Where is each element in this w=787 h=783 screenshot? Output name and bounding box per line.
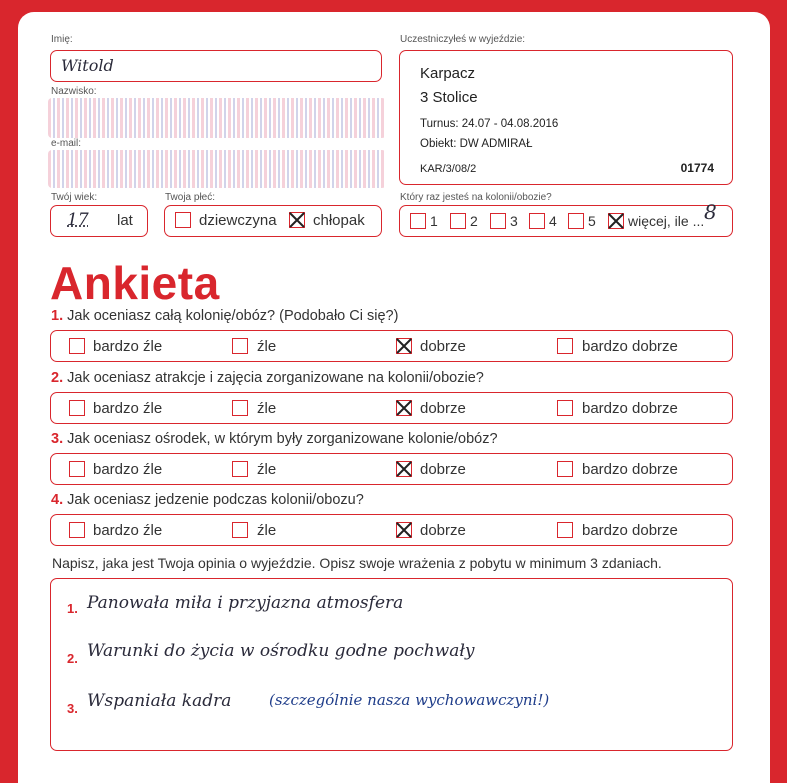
- gender-label: Twoja płeć:: [165, 192, 216, 203]
- age-field[interactable]: [50, 205, 148, 237]
- q2-zle-label: źle: [257, 400, 277, 417]
- q4-zle-label: źle: [257, 522, 277, 539]
- opinion-line-2-text: Warunki do życia w ośrodku godne pochwały: [87, 641, 475, 661]
- trip-box: [399, 50, 733, 185]
- q4-bardzo-zle-label: bardzo źle: [93, 522, 163, 539]
- q1-dobrze-checkbox[interactable]: [396, 338, 412, 354]
- times-2-label: 2: [470, 213, 478, 229]
- gender-girl-label: dziewczyna: [199, 212, 277, 229]
- q4-dobrze-checkbox[interactable]: [396, 522, 412, 538]
- q4-bardzo-dobrze-checkbox[interactable]: [557, 522, 573, 538]
- q4-dobrze-label: dobrze: [420, 522, 466, 539]
- age-label: Twój wiek:: [51, 192, 98, 203]
- times-2-checkbox[interactable]: [450, 213, 466, 229]
- q1-bardzo-dobrze-checkbox[interactable]: [557, 338, 573, 354]
- q3-bardzo-dobrze-label: bardzo dobrze: [582, 461, 678, 478]
- gender-boy-checkbox[interactable]: [289, 212, 305, 228]
- q1-zle-label: źle: [257, 338, 277, 355]
- gender-girl-checkbox[interactable]: [175, 212, 191, 228]
- times-1-label: 1: [430, 213, 438, 229]
- surname-redacted: [48, 98, 386, 138]
- trip-place: Karpacz: [420, 65, 476, 82]
- q4-bardzo-zle-checkbox[interactable]: [69, 522, 85, 538]
- q2-bardzo-dobrze-checkbox[interactable]: [557, 400, 573, 416]
- q2-bardzo-zle-label: bardzo źle: [93, 400, 163, 417]
- q1-bardzo-zle-checkbox[interactable]: [69, 338, 85, 354]
- q2-zle-checkbox[interactable]: [232, 400, 248, 416]
- opinion-line-3-extra: (szczególnie nasza wychowawczyni!): [269, 691, 550, 709]
- q1-bardzo-zle-label: bardzo źle: [93, 338, 163, 355]
- question-1-title: 1. Jak oceniasz całą kolonię/obóz? (Podobało Ci się?): [51, 308, 399, 324]
- q2-bardzo-dobrze-label: bardzo dobrze: [582, 400, 678, 417]
- opinion-box[interactable]: [50, 578, 733, 751]
- question-3-title: 3. Jak oceniasz ośrodek, w którym były zorganizowane kolonie/obóz?: [51, 431, 498, 447]
- trip-code: KAR/3/08/2: [420, 163, 477, 175]
- opinion-line-1-num: 1.: [67, 601, 78, 616]
- surname-label: Nazwisko:: [51, 86, 97, 97]
- question-2-title: 2. Jak oceniasz atrakcje i zajęcia zorganizowane na kolonii/obozie?: [51, 370, 484, 386]
- name-field[interactable]: [50, 50, 382, 82]
- name-label: Imię:: [51, 34, 73, 45]
- q3-zle-label: źle: [257, 461, 277, 478]
- age-value: 17: [67, 210, 89, 230]
- q3-zle-checkbox[interactable]: [232, 461, 248, 477]
- times-3-checkbox[interactable]: [490, 213, 506, 229]
- times-field: [399, 200, 733, 237]
- gender-boy-label: chłopak: [313, 212, 365, 229]
- q3-bardzo-dobrze-checkbox[interactable]: [557, 461, 573, 477]
- name-value: Witold: [61, 56, 114, 75]
- times-more-checkbox[interactable]: [608, 213, 624, 229]
- gender-field: [164, 205, 382, 237]
- times-4-label: 4: [549, 213, 557, 229]
- question-4-options: [50, 514, 733, 546]
- times-more-label: więcej, ile ...: [628, 213, 705, 229]
- times-1-checkbox[interactable]: [410, 213, 426, 229]
- times-5-checkbox[interactable]: [568, 213, 584, 229]
- times-3-label: 3: [510, 213, 518, 229]
- q3-bardzo-zle-label: bardzo źle: [93, 461, 163, 478]
- opinion-line-1-text: Panowała miła i przyjazna atmosfera: [87, 593, 404, 613]
- opinion-prompt: Napisz, jaka jest Twoja opinia o wyjeździe. Opisz swoje wrażenia z pobytu w minimum 3 zdaniach.: [52, 555, 662, 571]
- survey-sheet: [18, 12, 770, 783]
- q3-dobrze-label: dobrze: [420, 461, 466, 478]
- question-4-title: 4. Jak oceniasz jedzenie podczas kolonii/obozu?: [51, 492, 364, 508]
- email-label: e-mail:: [51, 138, 82, 149]
- survey-title: Ankieta: [50, 257, 220, 309]
- trip-number: 01774: [680, 161, 714, 175]
- opinion-line-2-num: 2.: [67, 651, 78, 666]
- q1-bardzo-dobrze-label: bardzo dobrze: [582, 338, 678, 355]
- email-redacted: [48, 150, 386, 188]
- trip-obiekt: Obiekt: DW ADMIRAŁ: [420, 138, 533, 150]
- q1-zle-checkbox[interactable]: [232, 338, 248, 354]
- age-unit: lat: [117, 212, 133, 229]
- q3-dobrze-checkbox[interactable]: [396, 461, 412, 477]
- question-3-options: [50, 453, 733, 485]
- q2-bardzo-zle-checkbox[interactable]: [69, 400, 85, 416]
- q1-dobrze-label: dobrze: [420, 338, 466, 355]
- opinion-line-3-num: 3.: [67, 701, 78, 716]
- q2-dobrze-checkbox[interactable]: [396, 400, 412, 416]
- q4-zle-checkbox[interactable]: [232, 522, 248, 538]
- times-4-checkbox[interactable]: [529, 213, 545, 229]
- q2-dobrze-label: dobrze: [420, 400, 466, 417]
- times-label: Który raz jesteś na kolonii/obozie?: [400, 192, 552, 203]
- trip-turnus: Turnus: 24.07 - 04.08.2016: [420, 118, 559, 130]
- q4-bardzo-dobrze-label: bardzo dobrze: [582, 522, 678, 539]
- question-2-options: [50, 392, 733, 424]
- opinion-line-3-text: Wspaniała kadra: [87, 691, 232, 711]
- q3-bardzo-zle-checkbox[interactable]: [69, 461, 85, 477]
- trip-label: Uczestniczyłeś w wyjeździe:: [400, 34, 526, 45]
- question-1-options: [50, 330, 733, 362]
- trip-program: 3 Stolice: [420, 89, 478, 106]
- times-value: 8: [704, 200, 717, 224]
- times-5-label: 5: [588, 213, 596, 229]
